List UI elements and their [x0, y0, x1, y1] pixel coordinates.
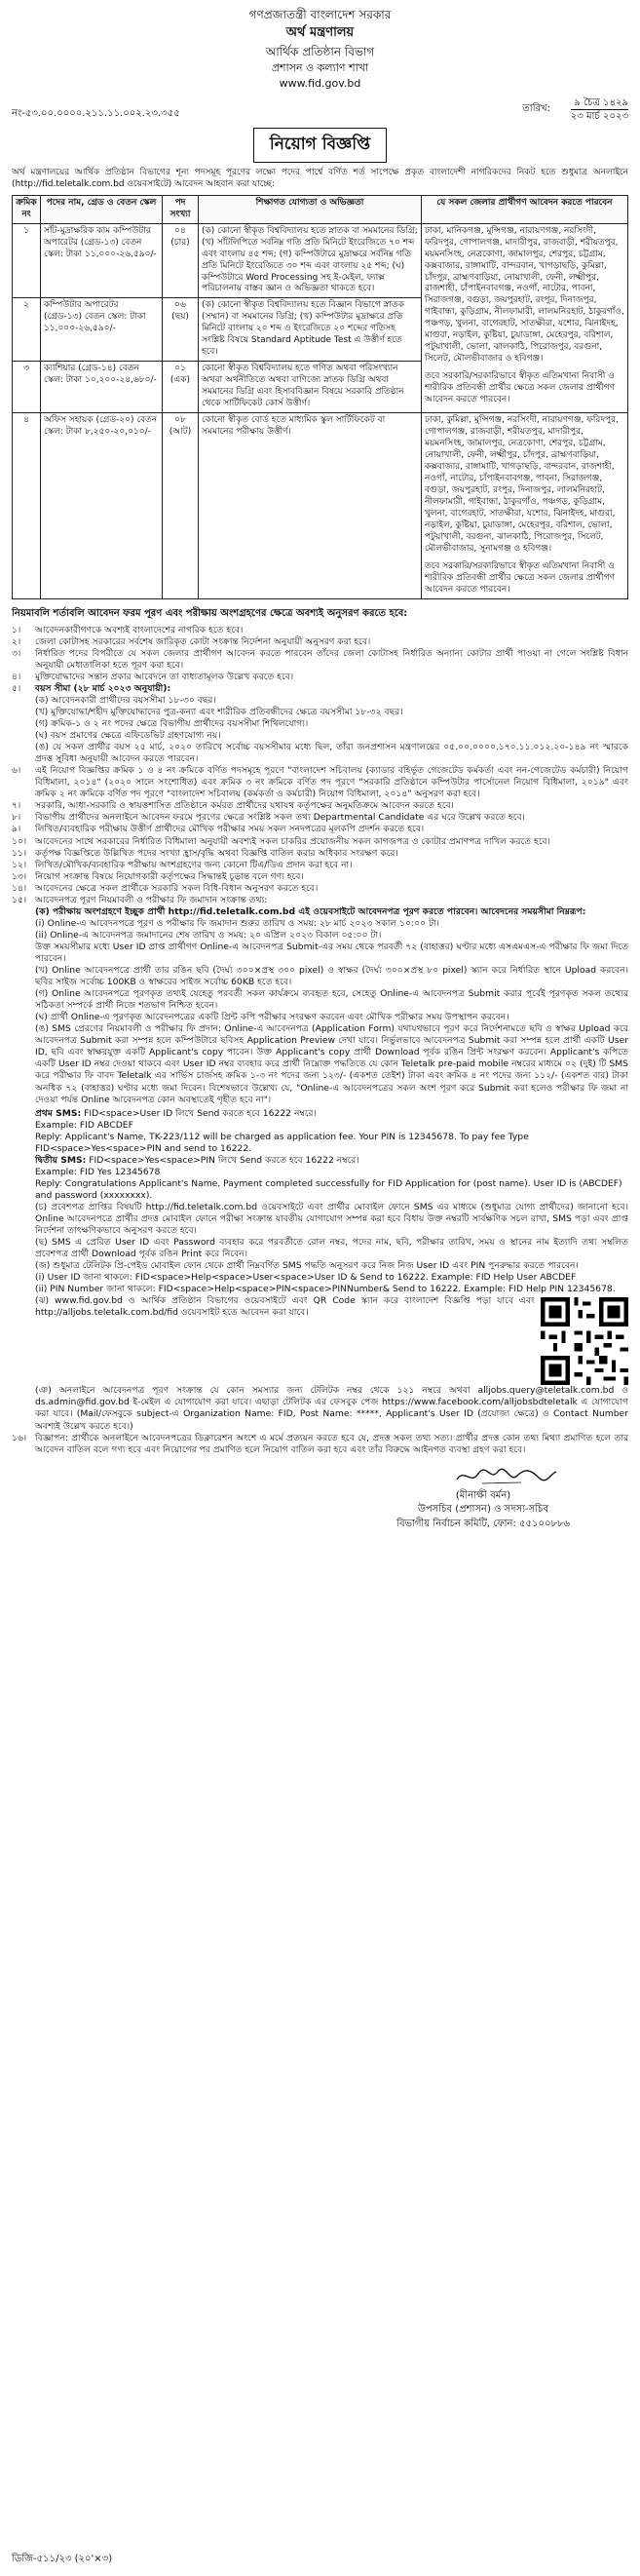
condition-text: (ঘ) প্রার্থী Online-এ পূরণকৃত আবেদনপত্রের একটি প্রিন্ট কপি পরীক্ষার সংরক্ষণ করবেন এবং মৌখিক পরীক্ষার সময় উপস্থাপন করবেন। [35, 1012, 509, 1023]
districts-list-b: ঢাকা, কুমিল্লা, মুন্সিগঞ্জ, নরসিংদী, নারায়ণগঞ্জ, ফরিদপুর, গোপালগঞ্জ, রাজবাড়ী, শরীয়তপুর, মাদারীপুর, ময়মনসিংহ, জামালপুর, নেত্রকোণা, শেরপুর, চট্টগ্রাম, নোয়াখালী, ফেনী, লক্ষ্মীপুর, চাঁদপুর, ব্রাহ্মণবাড়িয়া, কক্সবাজার, রাঙ্গামাটি, খাগড়াছড়ি, বান্দরবান, রাজশাহী, নওগাঁ, নাটোর, চাঁপাইনবাবগঞ্জ, পাবনা, সিরাজগঞ্জ, বগুড়া, জয়পুরহাট, রংপুর, দিনাজপুর, লালমনিরহাট, নীলফামারী, গাইবান্ধা, ঠাকুরগাঁও, পঞ্চগড়, কুড়িগ্রাম, খুলনা, বাগেরহাট, সাতক্ষীরা, যশোর, ঝিনাইদহ, মাগুরা, নড়াইল, কুষ্টিয়া, চুয়াডাঙ্গা, মেহেরপুর, বরিশাল, ভোলা, পটুয়াখালী, বরগুনা, ঝালকাঠি, পিরোজপুর, সিলেট, মৌলভীবাজার, সুনামগঞ্জ ও হবিগঞ্জ। [425, 415, 619, 554]
table-row [13, 223, 628, 298]
condition-text: বিজ্ঞাপন: প্রার্থীকে অনলাইনে আবেদনপত্রের ডিক্লারেশন অংশে এ মর্মে প্রত্যয়ন করতে হবে যে, প্রদত্ত সকল তথ্য সত্য। প্রার্থীর প্রদত্ত কোন তথ্য মিথ্যা প্রমাণিত হলে তার আবেদন বাতিল বলে গণ্য হবে এবং নিয়োগের পর প্রমাণিত হলে নিয়োগ বাতিল করা হবে এবং তাঁর বিরুদ্ধে আইনগত ব্যবস্থা গ্রহণ করা হবে। [35, 1432, 628, 1455]
condition-subitem [35, 930, 628, 942]
govt-name: গণপ্রজাতন্ত্রী বাংলাদেশ সরকার [248, 8, 392, 21]
districts-note-b: তবে সরকারি/সরকারিভাবে স্বীকৃত এতিমখানা নিবাসী ও শারীরিক প্রতিবন্ধী প্রার্থীর ক্ষেত্রে সকল জেলার প্রার্থীগণ আবেদন করতে পারবেন। [425, 560, 616, 595]
sms-first-example: Example: FID ABCDEF [35, 1119, 133, 1131]
row-post-count: ০১ (এক) [163, 362, 199, 413]
condition-item [12, 1433, 628, 1456]
signatory-committee: বিভাগীয় নির্বাচন কমিটি, ফোন: ৫৫১০০৮৮৬ [396, 1518, 570, 1529]
condition-text: (ii) PIN Number জানা থাকলে: FID<space>Help<space>PIN<space>PINNumber& Send to 16222. Example: FID Help PIN 12345678. [35, 1284, 616, 1295]
condition-text: (খ) মুক্তিযোদ্ধা/শহীদ মুক্তিযোদ্ধাদের পুত্র-কন্যা এবং শারীরিক প্রতিবন্ধীদের ক্ষেত্রে বয়সসীমা ১৮-৩২ বছর। [35, 707, 403, 718]
row-post-name: ক্যাশিয়ার (গ্রেড-১৪) বেতন স্কেল: টাকা ১০,২০০-২৪,৬৮০/- [41, 362, 163, 413]
col-post-name: পদের নাম, গ্রেড ও বেতন স্কেল [41, 195, 163, 223]
condition-number: ৯। [12, 824, 21, 835]
condition-number: ১০। [12, 835, 27, 847]
condition-subitem [35, 1272, 628, 1284]
condition-text: নির্ধারিত পদের বিপরীতে যে সকল জেলার প্রার্থীগণ আবেদন করতে পারবেন তাঁদের জেলা কোটাসহ নির্ধারিত অন্যান্য কোটার প্রার্থী পাওয়া না গেলে সংশ্লিষ্ট বিধান অনুযায়ী মেধাতালিকা হতে পূরণ করা হবে। [35, 647, 628, 671]
row-serial: ২ [13, 298, 41, 362]
branch-name: প্রশাসন ও কল্যাণ শাখা [271, 60, 369, 74]
condition-subitem [35, 1260, 628, 1272]
condition-number: ১২। [12, 859, 27, 870]
condition-number: ৪। [12, 671, 21, 682]
condition-text: (গ) ক্রমিক-১ ও ২ নং পদের ক্ষেত্রে বিভাগীয় প্রার্থীদের বয়সসীমা শিথিলযোগ্য। [35, 718, 309, 730]
condition-text: (ক) আবেদনকারী প্রার্থীদের বয়সসীমা ১৮-৩০ বছর। [35, 694, 216, 706]
condition-text: (চ) প্রবেশপত্র প্রাপ্তির বিষয়টি http://fid.teletalk.com.bd ওয়েবসাইটে এবং প্রার্থীর মোবাইল ফোনে SMS এর মাধ্যমে (শুধুমাত্র যোগ্য প্রার্থীদের) জানানো হবে। Online আবেদনপত্রে প্রার্থীর প্রদত্ত মোবাইল ফোনে পরীক্ষা সংক্রান্ত যাবতীয় যোগাযোগ সম্পন্ন করা হবে বিধায় উক্ত নম্বরটি সার্বক্ষণিক সচল রাখা, SMS পড়া এবং প্রাপ্ত নির্দেশনা তাৎক্ষণিকভাবে অনুসরণ করতে হবে। [35, 1201, 628, 1237]
condition-text: (i) Online-এ আবেদনপত্রে পূরণ ও পরীক্ষার ফি জমাদান শুরুর তারিখ ও সময়: ২৮ মার্চ ২০২৩ সকাল ১০:০০ টা। [35, 917, 440, 929]
notice-title: নিয়োগ বিজ্ঞপ্তি [253, 128, 387, 163]
condition-subitem [35, 695, 628, 707]
condition-number: ১৩। [12, 870, 27, 882]
districts-note-a: তবে সরকারি/সরকারিভাবে স্বীকৃত এতিমখানা নিবাসী ও শারীরিক প্রতিবন্ধী প্রার্থীর ক্ষেত্রে সকল জেলার প্রার্থীগণ আবেদন করতে পারবেন। [425, 371, 616, 405]
condition-subitem [35, 1295, 628, 1385]
table-header-row [13, 195, 628, 223]
signatory-name: (মীনাক্ষী বর্মন) [455, 1489, 511, 1501]
condition-text: (ক) পরীক্ষায় অংশগ্রহণে ইচ্ছুক প্রার্থী http://fid.teletalk.com.bd এই ওয়েবসাইটে আবেদনপত্র পূরণ করতে পারবেন। আবেদনের সময়সীমা নিম্নরূপ: [35, 905, 586, 917]
row-qualification: (ক) কোনো স্বীকৃত বিশ্ববিদ্যালয় হতে বিজ্ঞান বিভাগে স্নাতক (সম্মান) বা সমমানের ডিগ্রি; (খ) কম্পিউটার মুদ্রাক্ষরে প্রতি মিনিটে বাংলায় ২০ শব্দ ও ইংরেজিতে ২০ শব্দের গতিসহ সংশ্লিষ্ট বিষয়ে Standard Aptitude Test এ উত্তীর্ণ হতে হবে। [199, 298, 422, 362]
condition-number: ৮। [12, 812, 21, 824]
condition-item [12, 824, 628, 835]
row-serial: ৩ [13, 362, 41, 413]
condition-item [12, 812, 628, 824]
row-post-name: অফিস সহায়ক (গ্রেড-২০) বেতন স্কেল: টাকা ৮,২৫০-২০,০১০/- [41, 413, 163, 599]
row-serial: ৪ [13, 413, 41, 599]
condition-text: (জ) শুধুমাত্র টেলিটক প্রি-পেইড মোবাইল ফোন থেকে প্রার্থী নিম্নবর্ণিত SMS পদ্ধতি অনুসরণ করে নিজ নিজ User ID এবং PIN পুনরুদ্ধার করতে পারবেন। [35, 1260, 579, 1272]
sms-first-label: প্রথম SMS: [35, 1107, 82, 1119]
condition-item [12, 648, 628, 672]
condition-text: নিয়োগ সংক্রান্ত বিষয়ে নিয়োগকারী কর্তৃপক্ষের সিদ্ধান্তই চূড়ান্ত বলে গণ্য হবে। [35, 870, 304, 882]
date-bangla: ৯ চৈত্র ১৪২৯ [571, 96, 628, 111]
sms-first-line [35, 1108, 628, 1120]
publication-code: ডিজি-৫১১/২৩ (২০'×৩) [12, 2554, 113, 2564]
conditions-title: নিয়মাবলি শর্তাবলি আবেদন ফরম পূরণ এবং পরীক্ষায় অংশগ্রহণের ক্ষেত্রে অবশ্যই অনুসরণ করতে হবে: [12, 607, 408, 619]
sms-second-example: Example: FID Yes 12345678 [35, 1166, 161, 1177]
col-districts: যে সকল জেলার প্রার্থীগণ আবেদন করতে পারবেন [422, 195, 628, 223]
condition-subitem [35, 1385, 628, 1432]
condition-text: লিখিত/মৌখিক/ব্যবহারিক পরীক্ষায় অংশগ্রহণের জন্য কোনো টিএ/ডিএ প্রদান করা হবে না। [35, 859, 353, 870]
condition-text: লিখিত/ব্যবহারিক পরীক্ষায় উত্তীর্ণ প্রার্থীদের মৌখিক পরীক্ষার সময় সকল সনদপত্রের মূলকপি প্রদর্শন করতে হবে। [35, 824, 425, 835]
condition-subitem [35, 718, 628, 730]
condition-number: ১৬। [12, 1432, 27, 1443]
condition-text: আবেদনের সাথে সরকারের নির্ধারিত বিধিমালা অনুযায়ী অবশ্যই সকল চাকরির প্রয়োজনীয় সকল কাগজপত্র ও কোটার প্রমাণপত্র দাখিল করতে হবে। [35, 835, 550, 847]
signature-icon [453, 1464, 560, 1487]
sms-instructions [35, 1108, 628, 1202]
qr-code-wrap [541, 1297, 628, 1385]
condition-text: বয়স সীমা (২৮ মার্চ ২০২৩ অনুযায়ী): [35, 682, 171, 694]
condition-item [12, 672, 628, 683]
condition-item [12, 848, 628, 860]
condition-subitem [35, 1023, 628, 1105]
condition-text: সরকারি, আধা-সরকারি ও স্বায়ত্তশাসিত প্রতিষ্ঠানে কর্মরত প্রার্থীদের যথাযথ কর্তৃপক্ষের অনুমতিক্রমে আবেদন করতে হবে। [35, 800, 454, 812]
sms-second-label: দ্বিতীয় SMS: [35, 1154, 87, 1166]
col-serial: ক্রমিক নং [13, 195, 41, 223]
condition-text: আবেদনের ক্ষেত্রে সকল প্রার্থীকে সরকারি সকল বিধি-বিধান অনুসরণ করতে হবে। [35, 882, 319, 894]
condition-item [12, 800, 628, 812]
col-qualification: শিক্ষাগত যোগ্যতা ও অভিজ্ঞতা [199, 195, 422, 223]
districts-list-a: ঢাকা, মানিকগঞ্জ, মুন্সিগঞ্জ, নারায়ণগঞ্জ, নরসিংদী, ফরিদপুর, গোপালগঞ্জ, মাদারীপুর, রাজবাড়ী, শরীয়তপুর, ময়মনসিংহ, নেত্রকোণা, জামালপুর, শেরপুর, চট্টগ্রাম, কক্সবাজার, রাঙ্গামাটি, বান্দরবান, খাগড়াছড়ি, কুমিল্লা, চাঁদপুর, ব্রাহ্মণবাড়িয়া, নোয়াখালী, ফেনী, লক্ষ্মীপুর, রাজশাহী, চাঁপাইনবাবগঞ্জ, নওগাঁ, নাটোর, পাবনা, সিরাজগঞ্জ, বগুড়া, জয়পুরহাট, রংপুর, দিনাজপুর, গাইবান্ধা, কুড়িগ্রাম, নীলফামারী, লালমনিরহাট, ঠাকুরগাঁও, পঞ্চগড়, খুলনা, বাগেরহাট, সাতক্ষীরা, যশোর, ঝিনাইদহ, মাগুরা, নড়াইল, কুষ্টিয়া, চুয়াডাঙ্গা, মেহেরপুর, বরিশাল, পটুয়াখালী, ভোলা, ঝালকাঠি, পিরোজপুর, বরগুনা, সিলেট, মৌলভীবাজার ও হবিগঞ্জ। [425, 225, 624, 365]
condition-text: আবেদনপত্র পূরণ নিয়মাবলী ও পরীক্ষার ফি জমাদান সংক্রান্ত তথ্য: [35, 894, 268, 905]
condition-number: ৬। [12, 765, 21, 777]
condition-subitem [35, 707, 628, 718]
condition-text: (ঝ) www.fid.gov.bd ও আর্থিক প্রতিষ্ঠান বিভাগের ওয়েবসাইটে এবং QR Code স্ক্যান করে বাংলাদেশ বিজ্ঞপ্তি পড়া যাবে এবং http://alljobs.teletalk.com.bd/fid ওয়েবসাইট হতে আবেদন করা যাবে। [35, 1295, 535, 1319]
signatory [396, 1489, 570, 1532]
condition-subitem [35, 988, 628, 1012]
sms-first-reply: Reply: Applicant's Name, TK-223/112 will be charged as application fee. Your PIN is 12345678. To pay fee Type FID<space>Yes<space>PIN and send to 16222. [35, 1131, 529, 1154]
condition-number: ২। [12, 635, 21, 647]
signature-block [12, 1464, 628, 1561]
condition-text: (ঘ) বয়স প্রমাণের ক্ষেত্রে এফিডেভিট গ্রহণযোগ্য নয়। [35, 730, 221, 742]
condition-text: এই নিয়োগ বিজ্ঞপ্তির ক্রমিক ১ ও ৪ নং ক্রমিকে বর্ণিত পদসমূহে পূরণে "বাংলাদেশ সচিবালয় (ক্যাডার বহির্ভূত গেজেটেড কর্মকর্তা এবং নন-গেজেটেড কর্মচারী) নিয়োগ বিধিমালা, ২০১৪" (২০২০ সালে সংশোধিত) এবং ক্রমিক ৩ নং ক্রমিকে বর্ণিত পদ পূরণে "সরকারি প্রতিষ্ঠানে কম্পিউটার পার্সোনেল নিয়োগ বিধিমালা, ২০১৯" এবং ক্রমিক ২ নং ক্রমিকে বর্ণিত পদ পূরণে "বাংলাদেশ সচিবালয় (কর্মকর্তা ও কর্মচারী) নিয়োগ বিধিমালা, ২০১৪" অনুসরণ করা হবে। [35, 765, 628, 800]
condition-item [12, 625, 628, 636]
condition-item [12, 860, 628, 871]
condition-number: ৫। [12, 682, 21, 694]
letterhead [12, 6, 628, 93]
condition-subitem [35, 742, 628, 765]
row-post-name: সাঁট-মুদ্রাক্ষরিক কাম কম্পিউটার অপারেটর (গ্রেড-১৩) বেতন স্কেল: টাকা ১১,০০০-২৬,৫৯০/- [41, 223, 163, 298]
website-link[interactable]: www.fid.gov.bd [279, 77, 361, 90]
row-post-count: ০৪ (চার) [163, 223, 199, 298]
condition-text: (গ) Online আবেদনপত্রে পূরণকৃত তথ্যই যেহেতু পরবর্তী সকল কার্যক্রমে ব্যবহৃত হবে, সেহেতু Online-এ আবেদনপত্র Submit করার পূর্বেই পূরণকৃত সকল তথ্যের সঠিকতা সম্পর্কে প্রার্থী নিজে শতভাগ নিশ্চিত হবেন। [35, 988, 628, 1012]
sms-second-command: FID<space>Yes<space>PIN লিখে Send করতে হবে 16222 নম্বরে। [89, 1154, 359, 1166]
col-post-count: পদ সংখ্যা [163, 195, 199, 223]
row-qualification: কোনো স্বীকৃত বিশ্ববিদ্যালয় হতে গণিত অথবা পরিসংখ্যান অথবা অর্থনীতিতে অথবা বাণিজ্যে স্নাতক ডিগ্রি অথবা সমমানের ডিগ্রি এবং হিসাববিজ্ঞান বিষয়ে সরকারি প্রতিষ্ঠান থেকে সার্টিফিকেট কোর্স উত্তীর্ণ। [199, 362, 422, 413]
date-block [522, 96, 628, 124]
condition-subitem [35, 1284, 628, 1295]
condition-text: (ঙ) যে সকল প্রার্থীর বয়স ২৫ মার্চ, ২০২০ তারিখে সর্বোচ্চ বয়সসীমার মধ্যে ছিল, তাঁরা জনপ্রশাসন মন্ত্রণালয়ের ০৫.০০.০০০০.১৭০.১১.০১২.২০-১৪৯ নং স্মারকে প্রদত্ত সুবিধা অনুযায়ী আবেদন করতে পারবেন। [35, 742, 628, 765]
condition-subitem [35, 918, 628, 930]
condition-item [12, 895, 628, 906]
condition-item [12, 765, 628, 800]
row-qualification: (ক) কোনো স্বীকৃত বিশ্ববিদ্যালয় হতে স্নাতক বা সমমানের ডিগ্রি; (খ) সাঁটলিপিতে সর্বনিম্ন গতি প্রতি মিনিটে ইংরেজিতে ৭০ শব্দ এবং বাংলায় ৪৫ শব্দ; (গ) কম্পিউটারে মুদ্রাক্ষরে সর্বনিম্ন গতি প্রতি মিনিটে ইংরেজিতে ৩০ শব্দ এবং বাংলায় ২৫ শব্দ; (ঘ) কম্পিউটারে Word Processing সহ ই-মেইল, ফ্যাক্স পরিচালনায় বাস্তব জ্ঞান ও অভিজ্ঞতা থাকতে হবে। [199, 223, 422, 298]
posts-table [12, 195, 628, 599]
condition-text: কর্তৃপক্ষ বিজ্ঞপ্তিতে উল্লিখিত পদের সংখ্যা হ্রাস/বৃদ্ধি অথবা বিজ্ঞপ্তি বাতিল করার অধিকার সংরক্ষণ করে। [35, 847, 398, 859]
sms-second-reply: Reply: Congratulations Applicant's Name, Payment completed successfully for FID Application for (post name). User ID is (ABCDEF) and password (xxxxxxxx). [35, 1177, 622, 1201]
qr-code-icon [541, 1297, 628, 1385]
condition-text: উক্ত সময়সীমার মধ্যে User ID প্রাপ্ত প্রার্থীগণ Online-এ আবেদনপত্র Submit-এর সময় থেকে পরবর্তী ৭২ (বাহাত্তর) ঘণ্টার মধ্যে এসএমএস-এ পরীক্ষার ফি জমা দিতে পারবেন। [35, 941, 628, 964]
condition-subitem [35, 942, 628, 965]
sms-second-line [35, 1155, 628, 1167]
condition-text: (ঞ) অনলাইনে আবেদনপত্র পূরণ সংক্রান্ত যে কোন সমস্যার জন্য টেলিটক নম্বর থেকে ১২১ নম্বরে অথবা alljobs.query@teletalk.com.bd ও ds.admin@fid.gov.bd ই-মেইল এ যোগাযোগ করা যাবে। এছাড়া টেলিটক এর ফেসবুক পেজ https://www.facebook.com/alljobsbdteletalk এ যোগাযোগ করা যাবে। (Mail/ফেসবুকে subject-এ Organization Name: FID, Post Name: *****, Applicant's User ID (প্রযোজ্য ক্ষেত্রে) ও Contact Number অবশ্যই উল্লেখ করতে হবে।) [35, 1385, 628, 1432]
condition-item [12, 871, 628, 883]
condition-text: (i) User ID জানা থাকলে: FID<space>Help<space>User<space>User ID & Send to 16222. Example: FID Help User ABCDEF [35, 1272, 577, 1284]
division-name: আর্থিক প্রতিষ্ঠান বিভাগ [265, 44, 375, 58]
row-post-count: ০৮ (আট) [163, 413, 199, 599]
memo-number: নং-৫৩.০০.০০০০.২১১.১১.০০২.২৩.৩৫৫ [12, 107, 180, 119]
condition-subitem [35, 1012, 628, 1023]
row-qualification: কোনো স্বীকৃত বোর্ড হতে মাধ্যমিক স্কুল সার্টিফিকেট বা সমমানের পরীক্ষায় উত্তীর্ণ। [199, 413, 422, 599]
ministry-name: অর্থ মন্ত্রণালয় [285, 25, 355, 40]
intro-paragraph: অর্থ মন্ত্রণালয়ের আর্থিক প্রতিষ্ঠান বিভাগের শূন্য পদসমূহ পূরণের লক্ষ্যে পদের পার্শ্বে বর্ণিত শর্ত সাপেক্ষে প্রকৃত বাংলাদেশী নাগরিকদের নিকট হতে শুধুমাত্র অনলাইনে (http://fid.teletalk.com.bd ওয়েবসাইটে) আবেদন আহবান করা যাচ্ছে: [12, 167, 628, 190]
condition-number: ১৫। [12, 894, 27, 905]
condition-text: মুক্তিযোদ্ধাদের সন্তান প্রকার আবেদনে তা বাধ্যতামূলক উল্লেখ করতে হবে। [35, 671, 294, 682]
condition-number: ১। [12, 624, 21, 635]
condition-text: (ছ) SMS এ প্রেরিত User ID এবং Password ব্যবহার করে পরবর্তীতে রোল নম্বর, পদের নাম, ছবি, পরীক্ষার তারিখ, সময় ও স্থানের নাম ইত্যাদি তথ্য সম্বলিত প্রবেশপত্র প্রার্থী Download পূর্বক রঙিন Print করে নিবেন। [35, 1237, 628, 1260]
condition-item [12, 636, 628, 648]
condition-number: ১৪। [12, 882, 27, 894]
reference-row [12, 96, 628, 126]
condition-number: ৩। [12, 647, 21, 659]
districts-cell-a [422, 223, 628, 413]
row-post-count: ০৬ (ছয়) [163, 298, 199, 362]
row-serial: ১ [13, 223, 41, 298]
condition-text: (খ) Online আবেদনপত্রে প্রার্থী তার রঙিন ছবি (দৈর্ঘ্য ৩০০×প্রস্থ ৩০০ pixel) ও স্বাক্ষর (দৈর্ঘ্য ৩০০×প্রস্থ ৮০ pixel) স্ক্যান করে নির্ধারিত স্থানে Upload করবেন। ছবির সাইজ সর্বোচ্চ 100KB ও স্বাক্ষরের সাইজ সর্বোচ্চ 60KB হতে হবে। [35, 965, 628, 988]
row-post-name: কম্পিউটার অপারেটর (গ্রেড-১৩) বেতন স্কেল: টাকা ১১,০০০-২৬,৫৯০/- [41, 298, 163, 362]
condition-subitem [35, 730, 628, 742]
condition-item [12, 906, 628, 918]
condition-number: ১১। [12, 847, 27, 859]
condition-item [12, 836, 628, 848]
condition-text: আবেদনকারীগণকে অবশ্যই বাংলাদেশের নাগরিক হতে হবে। [35, 624, 244, 635]
signatory-designation: উপসচিব (প্রশাসন) ও সদস্য-সচিব [418, 1504, 549, 1516]
condition-item [12, 883, 628, 895]
condition-text: বিভাগীয় প্রার্থীদের অনলাইনে আবেদন ফরমে পূরণের ক্ষেত্রে সংশ্লিষ্ট সকল তথ্য Departmental Candidate এর ঘরে উল্লেখ করতে হবে। [35, 812, 525, 824]
date-english: ২৩ মার্চ ২০২৩ [570, 111, 628, 122]
condition-item [12, 683, 628, 695]
table-row [13, 413, 628, 599]
districts-cell-b [422, 413, 628, 599]
sms-first-command: FID<space>User ID লিখে Send করতে হবে 16222 নম্বরে। [84, 1107, 317, 1119]
condition-text: (ঙ) SMS প্রেরণের নিয়মাবলী ও পরীক্ষার ফি প্রদান: Online-এ আবেদনপত্র (Application Form) যথাযথভাবে পূরণ করে নির্দেশনামতে ছবি ও স্বাক্ষর Upload করে আবেদনপত্র Submit করা সম্পন্ন হলে কম্পিউটারে ছবিসহ Application Preview দেখা যাবে। নির্ভুলভাবে আবেদনপত্র Submit করা সম্পন্ন হলে প্রার্থী একটি User ID, ছবি এবং স্বাক্ষরযুক্ত একটি Applicant's copy পাবেন। উক্ত Applicant's copy প্রার্থী Download পূর্বক রঙিন প্রিন্ট সংরক্ষণ করবেন। Applicant's কপিতে একটি User ID নম্বর দেওয়া থাকবে এবং User ID নম্বর ব্যবহার করে প্রার্থী নিম্নোক্ত পদ্ধতিতে যে কোন Teletalk pre-paid mobile নম্বরের মাধ্যমে ০২ (দুই) টি SMS করে পরীক্ষার ফি বাবদ Teletalk এর সার্ভিস চার্জসহ ক্রমিক ১-৩ নং পদের জন্য ১২৩/- (একশত তেইশ) টাকা এবং ক্রমিক ৪ নং পদের জন্য ১১২/- (একশত বার) টাকা অনধিক ৭২ (বাহাত্তর) ঘণ্টার মধ্যে জমা দিবেন। বিশেষভাবে উল্লেখ্য যে, "Online-এ আবেদনপত্রের সকল অংশ পূরণ করে Submit করা হলেও পরীক্ষার ফি জমা না দেওয়া পর্যন্ত Online আবেদনপত্র কোন অবস্থাতেই গৃহীত হবে না"। [35, 1023, 628, 1105]
conditions-list [12, 625, 628, 1456]
condition-subitem [35, 1202, 628, 1237]
condition-text: (ii) Online-এ আবেদনপত্র জমাদানের শেষ তারিখ ও সময়: ২০ এপ্রিল ২০২৩ বিকাল ০৫:০০ টা। [35, 929, 382, 941]
condition-subitem [35, 965, 628, 988]
condition-text: জেলা কোটাসহ সরকারের সর্বশেষ জারিকৃত কোটা সংক্রান্ত নির্দেশনা অনুযায়ী অনুসরণ করা হবে। [35, 635, 371, 647]
title-wrap [12, 128, 628, 163]
condition-number: ৭। [12, 800, 21, 812]
condition-subitem [35, 1237, 628, 1260]
date-label: তারিখ: [522, 102, 550, 114]
qr-paragraph [35, 1295, 628, 1385]
